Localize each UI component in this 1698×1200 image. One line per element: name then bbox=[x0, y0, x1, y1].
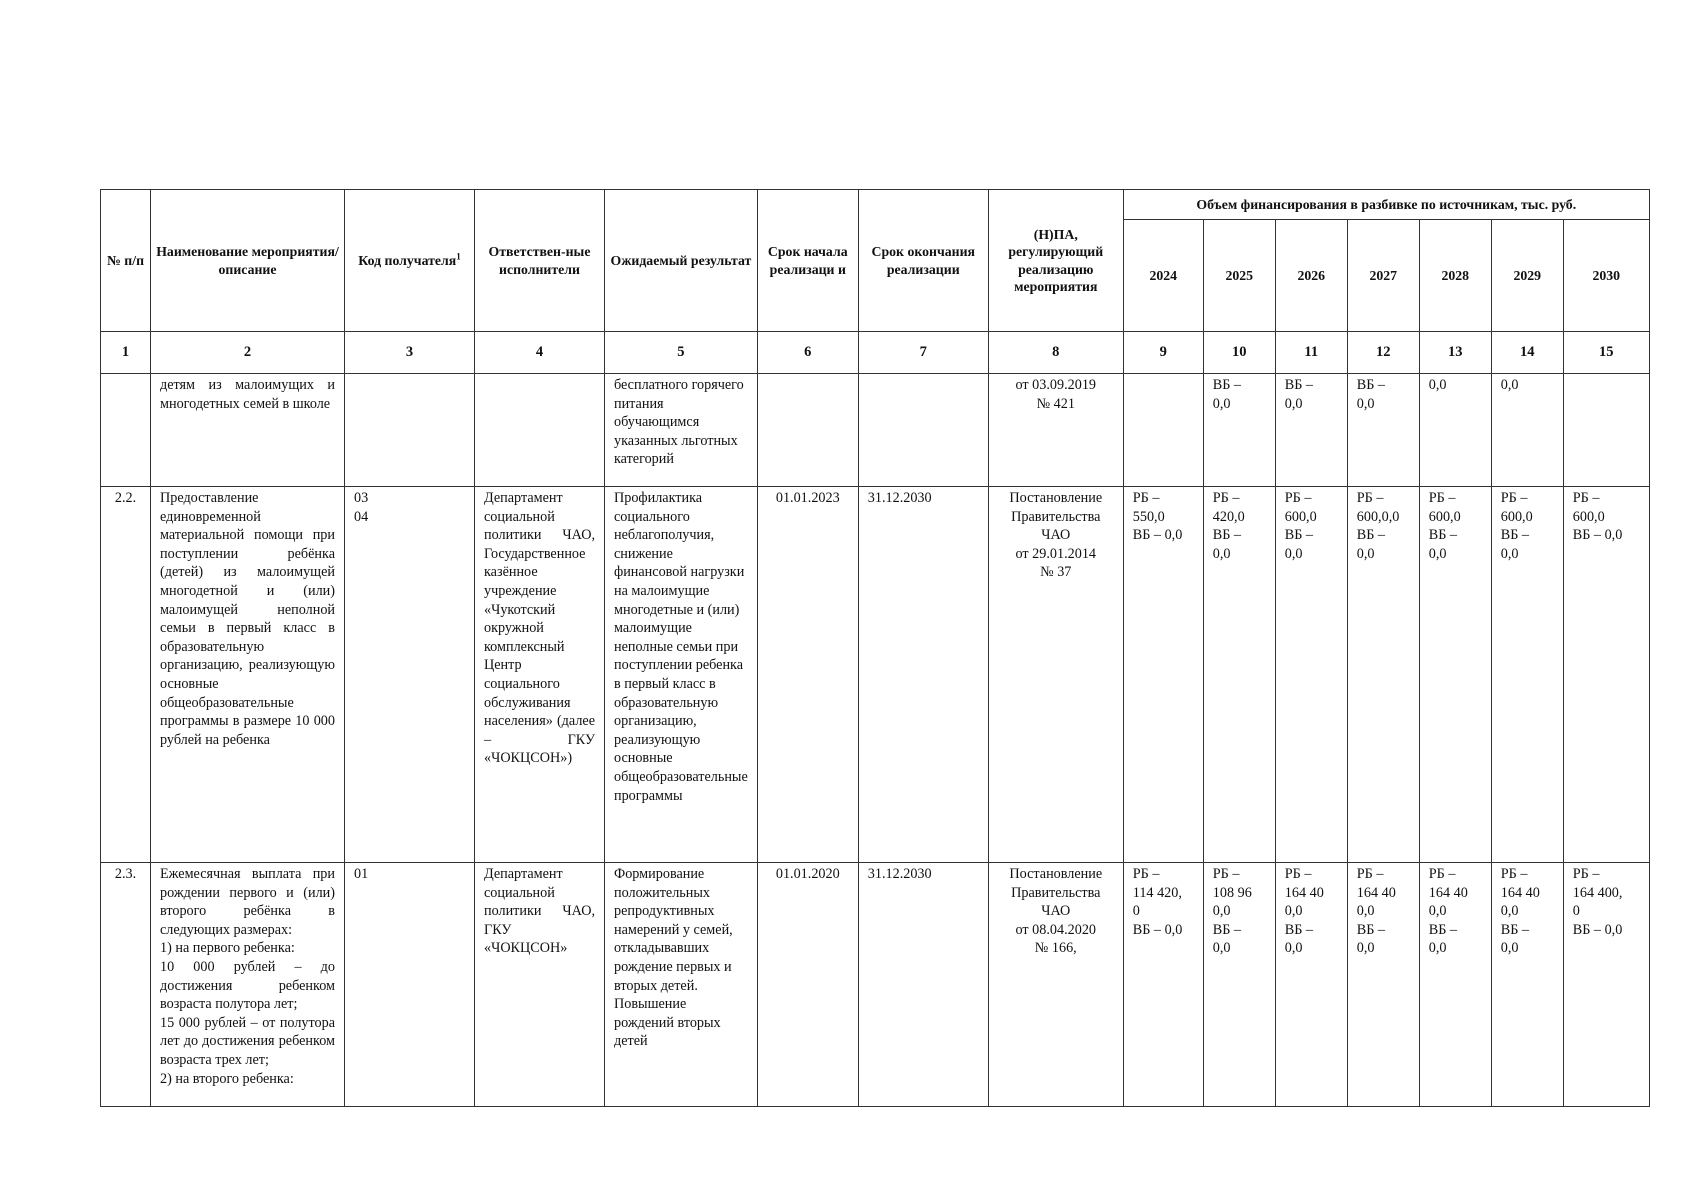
responsible-executors: Департамент социальной политики ЧАО, Государственное казённое учреждение «Чукотский окружной комплексный Центр социального обслуживания населения» (далее – ГКУ «ЧОКЦСОН») bbox=[475, 487, 605, 863]
header-column-number: 4 bbox=[475, 332, 605, 374]
header-end: Срок окончания реализации bbox=[858, 190, 988, 332]
funding-amount: РБ – 164 400, 0 ВБ – 0,0 bbox=[1563, 863, 1649, 1107]
funding-amount: ВБ – 0,0 bbox=[1203, 374, 1275, 487]
header-year: 2027 bbox=[1347, 220, 1419, 332]
funding-amount: РБ – 164 40 0,0 ВБ – 0,0 bbox=[1275, 863, 1347, 1107]
header-funding: Объем финансирования в разбивке по источникам, тыс. руб. bbox=[1123, 190, 1649, 220]
header-code bbox=[345, 190, 475, 332]
funding-amount: РБ – 600,0 ВБ – 0,0 bbox=[1491, 487, 1563, 863]
funding-amount: 0,0 bbox=[1419, 374, 1491, 487]
header-year: 2028 bbox=[1419, 220, 1491, 332]
row-number: 2.2. bbox=[101, 487, 151, 863]
funding-amount: РБ – 600,0,0 ВБ – 0,0 bbox=[1347, 487, 1419, 863]
header-column-number: 8 bbox=[988, 332, 1123, 374]
table-body bbox=[101, 374, 1650, 1107]
header-column-number: 15 bbox=[1563, 332, 1649, 374]
header-column-number: 6 bbox=[757, 332, 858, 374]
column-number-row bbox=[101, 332, 1650, 374]
row-number bbox=[101, 374, 151, 487]
funding-amount: РБ – 164 40 0,0 ВБ – 0,0 bbox=[1419, 863, 1491, 1107]
activity-name: Ежемесячная выплата при рождении первого и (или) второго ребёнка в следующих размерах: 1) на первого ребенка: 10 000 рублей – до достижения ребенком возраста полутора лет; 15 000 рублей – от полутора лет до достижения ребенком возраста трех лет; 2) на второго ребенка: bbox=[151, 863, 345, 1107]
funding-amount: РБ – 600,0 ВБ – 0,0 bbox=[1563, 487, 1649, 863]
funding-amount: РБ – 108 96 0,0 ВБ – 0,0 bbox=[1203, 863, 1275, 1107]
start-date: 01.01.2023 bbox=[757, 487, 858, 863]
expected-result: Формирование положительных репродуктивных намерений у семей, откладывавших рождение первых и вторых детей. Повышение рождений вторых детей bbox=[605, 863, 758, 1107]
funding-amount: РБ – 164 40 0,0 ВБ – 0,0 bbox=[1491, 863, 1563, 1107]
header-num: № п/п bbox=[101, 190, 151, 332]
header-column-number: 5 bbox=[605, 332, 758, 374]
table-row bbox=[101, 374, 1650, 487]
start-date: 01.01.2020 bbox=[757, 863, 858, 1107]
regulating-act: Постановление Правительства ЧАО от 08.04.2020 № 166, bbox=[988, 863, 1123, 1107]
activity-name: Предоставление единовременной материальной помощи при поступлении ребёнка (детей) из малоимущей многодетной и (или) малоимущей неполной семьи в первый класс в образовательную организацию, реализующую основные общеобразовательные программы в размере 10 000 рублей на ребенка bbox=[151, 487, 345, 863]
header-column-number: 14 bbox=[1491, 332, 1563, 374]
responsible-executors bbox=[475, 374, 605, 487]
funding-amount: РБ – 164 40 0,0 ВБ – 0,0 bbox=[1347, 863, 1419, 1107]
regulating-act: Постановление Правительства ЧАО от 29.01.2014 № 37 bbox=[988, 487, 1123, 863]
responsible-executors: Департамент социальной политики ЧАО, ГКУ «ЧОКЦСОН» bbox=[475, 863, 605, 1107]
header-npa: (Н)ПА, регулирующий реализацию мероприятия bbox=[988, 190, 1123, 332]
funding-amount: ВБ – 0,0 bbox=[1275, 374, 1347, 487]
header-column-number: 10 bbox=[1203, 332, 1275, 374]
header-column-number: 11 bbox=[1275, 332, 1347, 374]
header-year: 2024 bbox=[1123, 220, 1203, 332]
header-code-footnote: 1 bbox=[456, 251, 461, 262]
header-column-number: 3 bbox=[345, 332, 475, 374]
header-year: 2029 bbox=[1491, 220, 1563, 332]
recipient-code bbox=[345, 374, 475, 487]
funding-amount: РБ – 114 420, 0 ВБ – 0,0 bbox=[1123, 863, 1203, 1107]
header-year: 2030 bbox=[1563, 220, 1649, 332]
end-date bbox=[858, 374, 988, 487]
header-responsible: Ответствен-ные исполнители bbox=[475, 190, 605, 332]
header-name: Наименование мероприятия/ описание bbox=[151, 190, 345, 332]
header-code-label: Код получателя bbox=[358, 252, 457, 268]
header-start: Срок начала реализаци и bbox=[757, 190, 858, 332]
table-header bbox=[101, 190, 1650, 374]
funding-amount: РБ – 600,0 ВБ – 0,0 bbox=[1275, 487, 1347, 863]
recipient-code: 01 bbox=[345, 863, 475, 1107]
activity-name: детям из малоимущих и многодетных семей в школе bbox=[151, 374, 345, 487]
header-year: 2025 bbox=[1203, 220, 1275, 332]
header-column-number: 1 bbox=[101, 332, 151, 374]
end-date: 31.12.2030 bbox=[858, 863, 988, 1107]
funding-amount: РБ – 550,0 ВБ – 0,0 bbox=[1123, 487, 1203, 863]
header-column-number: 12 bbox=[1347, 332, 1419, 374]
expected-result: Профилактика социального неблагополучия, снижение финансовой нагрузки на малоимущие многодетные и (или) малоимущие неполные семьи при поступлении ребенка в первый класс в образовательную организацию, реализующую основные общеобразовательные программы bbox=[605, 487, 758, 863]
end-date: 31.12.2030 bbox=[858, 487, 988, 863]
funding-amount: 0,0 bbox=[1491, 374, 1563, 487]
row-number: 2.3. bbox=[101, 863, 151, 1107]
header-column-number: 7 bbox=[858, 332, 988, 374]
recipient-code: 03 04 bbox=[345, 487, 475, 863]
funding-amount bbox=[1563, 374, 1649, 487]
header-column-number: 2 bbox=[151, 332, 345, 374]
funding-amount: РБ – 420,0 ВБ – 0,0 bbox=[1203, 487, 1275, 863]
funding-amount bbox=[1123, 374, 1203, 487]
header-result: Ожидаемый результат bbox=[605, 190, 758, 332]
table-row bbox=[101, 863, 1650, 1107]
funding-amount: РБ – 600,0 ВБ – 0,0 bbox=[1419, 487, 1491, 863]
start-date bbox=[757, 374, 858, 487]
program-activities-table bbox=[100, 189, 1650, 1107]
regulating-act: от 03.09.2019 № 421 bbox=[988, 374, 1123, 487]
header-column-number: 13 bbox=[1419, 332, 1491, 374]
header-column-number: 9 bbox=[1123, 332, 1203, 374]
header-year: 2026 bbox=[1275, 220, 1347, 332]
funding-amount: ВБ – 0,0 bbox=[1347, 374, 1419, 487]
expected-result: бесплатного горячего питания обучающимся указанных льготных категорий bbox=[605, 374, 758, 487]
table-row bbox=[101, 487, 1650, 863]
